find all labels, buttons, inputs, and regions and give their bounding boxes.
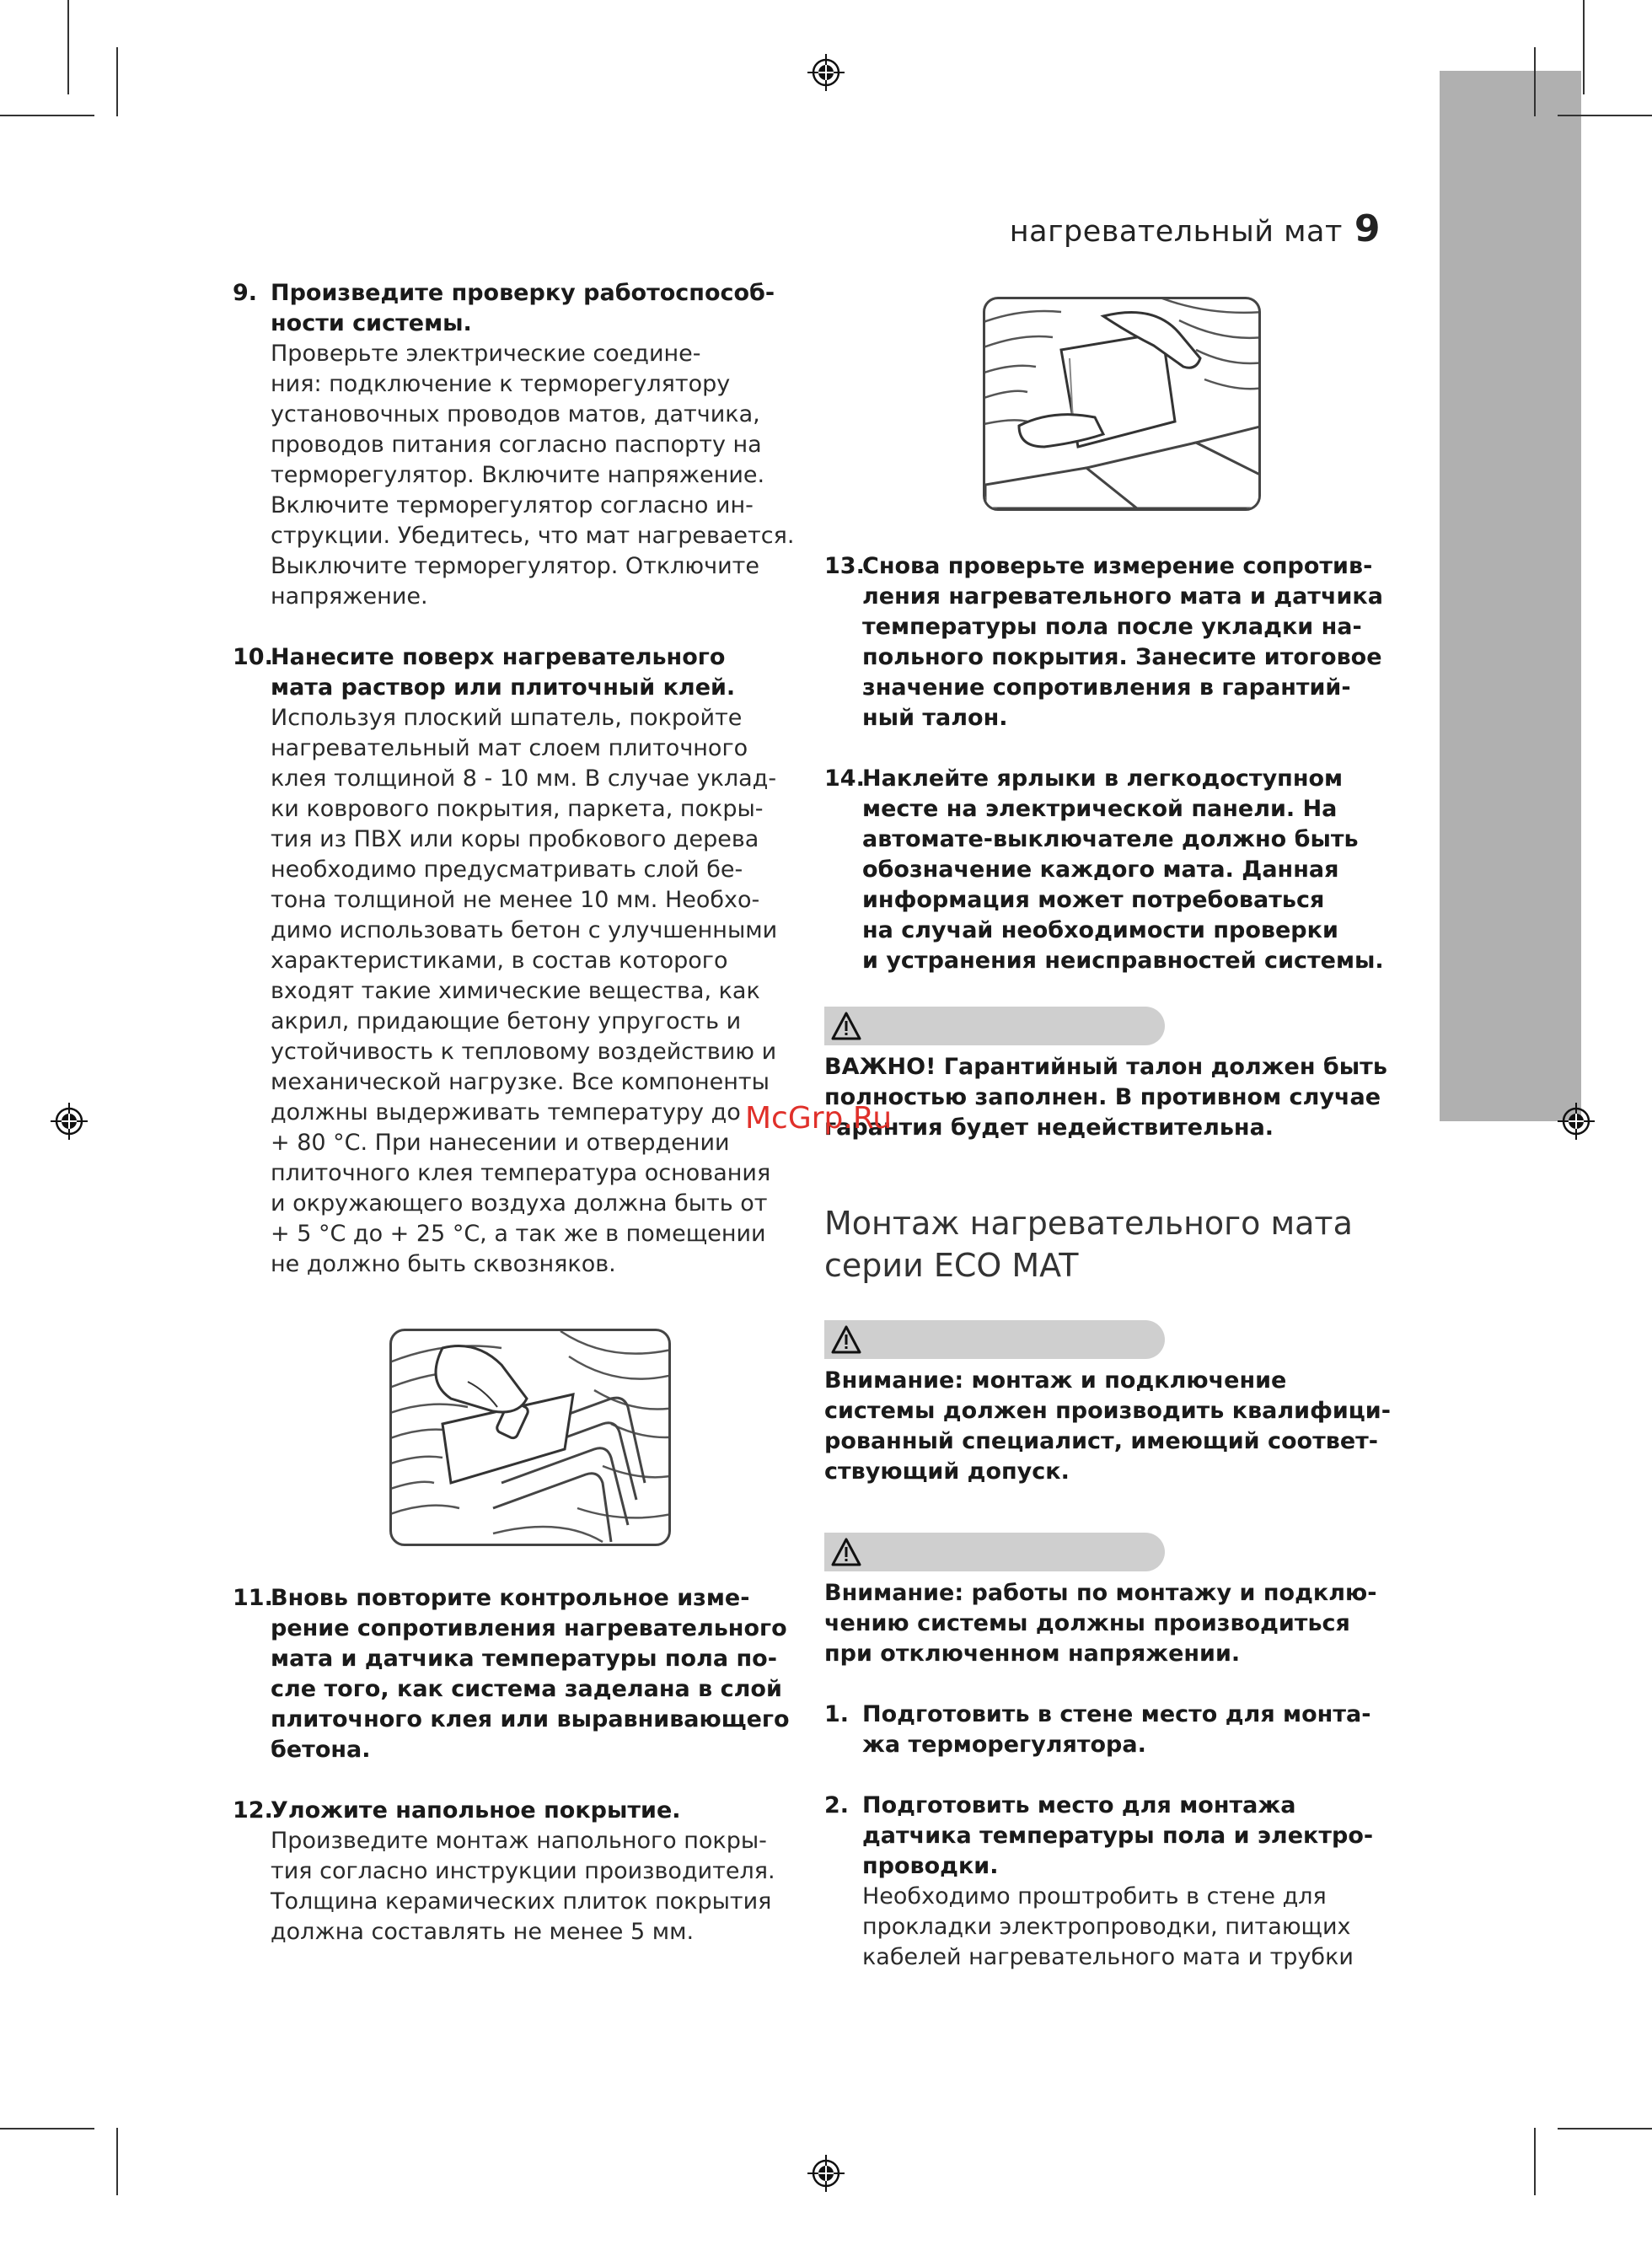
warning-block-1 <box>824 1007 1414 1143</box>
step-body <box>824 1882 1414 1973</box>
warning-line: системы должен производить квалифици- <box>824 1398 1391 1424</box>
right-column <box>824 551 1414 2003</box>
step-heading <box>824 1700 1414 1760</box>
heading-line: проводки. <box>862 1853 999 1879</box>
warning-text <box>824 1052 1414 1143</box>
body-line: клея толщиной 8 - 10 мм. В случае уклад- <box>271 765 777 792</box>
warning-line: рованный специалист, имеющий соответ- <box>824 1428 1378 1454</box>
body-line: акрил, придающие бетону упругость и <box>271 1008 742 1034</box>
warning-line: полностью заполнен. В противном случае <box>824 1084 1381 1110</box>
header-title: нагревательный мат <box>1009 215 1343 249</box>
step-heading <box>824 551 1414 733</box>
illustration-tile <box>983 297 1261 511</box>
step-heading <box>233 278 806 339</box>
crop-mark <box>67 0 69 94</box>
warning-line: при отключенном напряжении. <box>824 1641 1241 1667</box>
warning-block-3 <box>824 1533 1414 1669</box>
warning-line: чению системы должны производиться <box>824 1610 1350 1636</box>
step-heading <box>824 764 1414 976</box>
heading-line: автомате-выключателе должно быть <box>862 826 1359 852</box>
body-line: Необходимо проштробить в стене для <box>862 1883 1327 1909</box>
body-line: необходимо предусматривать слой бе- <box>271 857 743 883</box>
step-heading <box>233 1583 806 1765</box>
registration-mark-icon <box>806 2153 846 2194</box>
step-11 <box>233 1583 806 1765</box>
warning-line: гарантия будет недействительна. <box>824 1114 1274 1141</box>
left-column <box>233 278 806 1310</box>
warning-line: ствующий допуск. <box>824 1458 1070 1485</box>
crop-mark <box>1534 2128 1536 2195</box>
crop-mark <box>1558 2128 1652 2130</box>
body-line: Используя плоский шпатель, покройте <box>271 705 743 731</box>
step-number: 2. <box>824 1792 850 1818</box>
body-line: должны выдерживать температуру до <box>271 1099 741 1125</box>
heading-line: мата раствор или плиточный клей. <box>271 674 736 701</box>
heading-line: датчика температуры пола и электро- <box>862 1823 1374 1849</box>
crop-mark <box>0 115 94 116</box>
heading-line: бетона. <box>271 1737 371 1763</box>
crop-mark <box>116 2128 118 2195</box>
step-heading <box>233 642 806 703</box>
body-line: тия из ПВХ или коры пробкового дерева <box>271 826 759 852</box>
heading-line: Уложите напольное покрытие. <box>271 1797 681 1823</box>
step-number: 9. <box>233 280 258 306</box>
heading-line: месте на электрической панели. На <box>862 796 1338 822</box>
body-line: струкции. Убедитесь, что мат нагревается. <box>271 523 795 549</box>
step-number: 10. <box>233 644 273 670</box>
crop-mark <box>0 2128 94 2130</box>
body-line: Проверьте электрические соедине- <box>271 341 701 367</box>
body-line: напряжение. <box>271 583 428 610</box>
step-body <box>233 1826 806 1947</box>
heading-line: Нанесите поверх нагревательного <box>271 644 726 670</box>
step-14 <box>824 764 1414 976</box>
heading-line: сле того, как система заделана в слой <box>271 1676 782 1702</box>
page-number: 9 <box>1354 207 1381 250</box>
step-number: 13. <box>824 553 865 579</box>
heading-line: ления нагревательного мата и датчика <box>862 583 1383 610</box>
body-line: тия согласно инструкции производителя. <box>271 1858 775 1884</box>
left-column-lower <box>233 1583 806 1978</box>
heading-line: значение сопротивления в гарантий- <box>862 674 1351 701</box>
crop-mark <box>1558 115 1652 116</box>
side-tab <box>1440 71 1581 1121</box>
body-line: тона толщиной не менее 10 мм. Необхо- <box>271 887 760 913</box>
illustration-trowel <box>389 1329 671 1546</box>
step-12 <box>233 1796 806 1947</box>
step-number: 11. <box>233 1585 273 1611</box>
section-title-line: серии ECO MAT <box>824 1247 1079 1284</box>
body-line: должна составлять не менее 5 мм. <box>271 1919 695 1945</box>
heading-line: температуры пола после укладки на- <box>862 614 1362 640</box>
step-body <box>233 703 806 1280</box>
step-1 <box>824 1700 1414 1760</box>
warning-block-2 <box>824 1320 1414 1487</box>
warning-triangle-icon <box>831 1325 861 1354</box>
heading-line: плиточного клея или выравнивающего <box>271 1706 790 1732</box>
warning-triangle-icon <box>831 1012 861 1040</box>
body-line: плиточного клея температура основания <box>271 1160 771 1186</box>
heading-line: Произведите проверку работоспособ- <box>271 280 775 306</box>
body-line: и окружающего воздуха должна быть от <box>271 1190 768 1216</box>
body-line: Произведите монтаж напольного покры- <box>271 1828 767 1854</box>
step-number: 14. <box>824 765 865 792</box>
body-line: проводов питания согласно паспорту на <box>271 432 762 458</box>
warning-bar <box>824 1320 1165 1359</box>
step-2 <box>824 1791 1414 1973</box>
body-line: димо использовать бетон с улучшенными <box>271 917 778 943</box>
heading-line: информация может потребоваться <box>862 887 1325 913</box>
watermark: McGrp.Ru <box>745 1101 893 1136</box>
heading-line: польного покрытия. Занесите итоговое <box>862 644 1382 670</box>
step-body <box>233 339 806 612</box>
crop-mark <box>1583 0 1585 94</box>
crop-mark <box>116 47 118 116</box>
heading-line: жа терморегулятора. <box>862 1732 1146 1758</box>
body-line: ния: подключение к терморегулятору <box>271 371 731 397</box>
body-line: механической нагрузке. Все компоненты <box>271 1069 770 1095</box>
heading-line: ности системы. <box>271 310 472 336</box>
heading-line: Вновь повторите контрольное изме- <box>271 1585 750 1611</box>
warning-line: ВАЖНО! Гарантийный талон должен быть <box>824 1054 1387 1080</box>
registration-mark-icon <box>1556 1101 1596 1141</box>
heading-line: обозначение каждого мата. Данная <box>862 857 1339 883</box>
body-line: входят такие химические вещества, как <box>271 978 760 1004</box>
heading-line: рение сопротивления нагревательного <box>271 1615 787 1641</box>
body-line: терморегулятор. Включите напряжение. <box>271 462 765 488</box>
body-line: + 80 °С. При нанесении и отвердении <box>271 1130 730 1156</box>
warning-text <box>824 1578 1414 1669</box>
step-13 <box>824 551 1414 733</box>
heading-line: на случай необходимости проверки <box>862 917 1338 943</box>
step-number: 1. <box>824 1701 850 1727</box>
body-line: нагревательный мат слоем плиточного <box>271 735 748 761</box>
heading-line: Снова проверьте измерение сопротив- <box>862 553 1373 579</box>
warning-text <box>824 1366 1414 1487</box>
heading-line: Подготовить место для монтажа <box>862 1792 1296 1818</box>
heading-line: Подготовить в стене место для монта- <box>862 1701 1371 1727</box>
step-10 <box>233 642 806 1280</box>
warning-bar <box>824 1007 1165 1045</box>
warning-line: Внимание: работы по монтажу и подклю- <box>824 1580 1377 1606</box>
heading-line: и устранения неисправностей системы. <box>862 948 1384 974</box>
body-line: устойчивость к тепловому воздействию и <box>271 1039 777 1065</box>
body-line: прокладки электропроводки, питающих <box>862 1914 1351 1940</box>
step-heading <box>824 1791 1414 1882</box>
heading-line: мата и датчика температуры пола по- <box>271 1646 777 1672</box>
registration-mark-icon <box>806 52 846 93</box>
warning-line: Внимание: монтаж и подключение <box>824 1367 1287 1394</box>
body-line: Включите терморегулятор согласно ин- <box>271 492 754 518</box>
warning-bar <box>824 1533 1165 1571</box>
heading-line: ный талон. <box>862 705 1008 731</box>
warning-triangle-icon <box>831 1538 861 1566</box>
body-line: Толщина керамических плиток покрытия <box>271 1888 772 1915</box>
body-line: кабелей нагревательного мата и трубки <box>862 1944 1354 1970</box>
section-title <box>824 1202 1414 1286</box>
body-line: Выключите терморегулятор. Отключите <box>271 553 759 579</box>
step-9 <box>233 278 806 612</box>
body-line: не должно быть сквозняков. <box>271 1251 616 1277</box>
body-line: ки коврового покрытия, паркета, покры- <box>271 796 764 822</box>
crop-mark <box>1534 47 1536 116</box>
section-title-line: Монтаж нагревательного мата <box>824 1205 1353 1242</box>
body-line: + 5 °С до + 25 °С, а так же в помещении <box>271 1221 766 1247</box>
running-header <box>1010 207 1381 250</box>
step-number: 12. <box>233 1797 273 1823</box>
registration-mark-icon <box>49 1101 89 1141</box>
body-line: установочных проводов матов, датчика, <box>271 401 760 427</box>
heading-line: Наклейте ярлыки в легкодоступном <box>862 765 1344 792</box>
body-line: характеристиками, в состав которого <box>271 948 728 974</box>
step-heading <box>233 1796 806 1826</box>
